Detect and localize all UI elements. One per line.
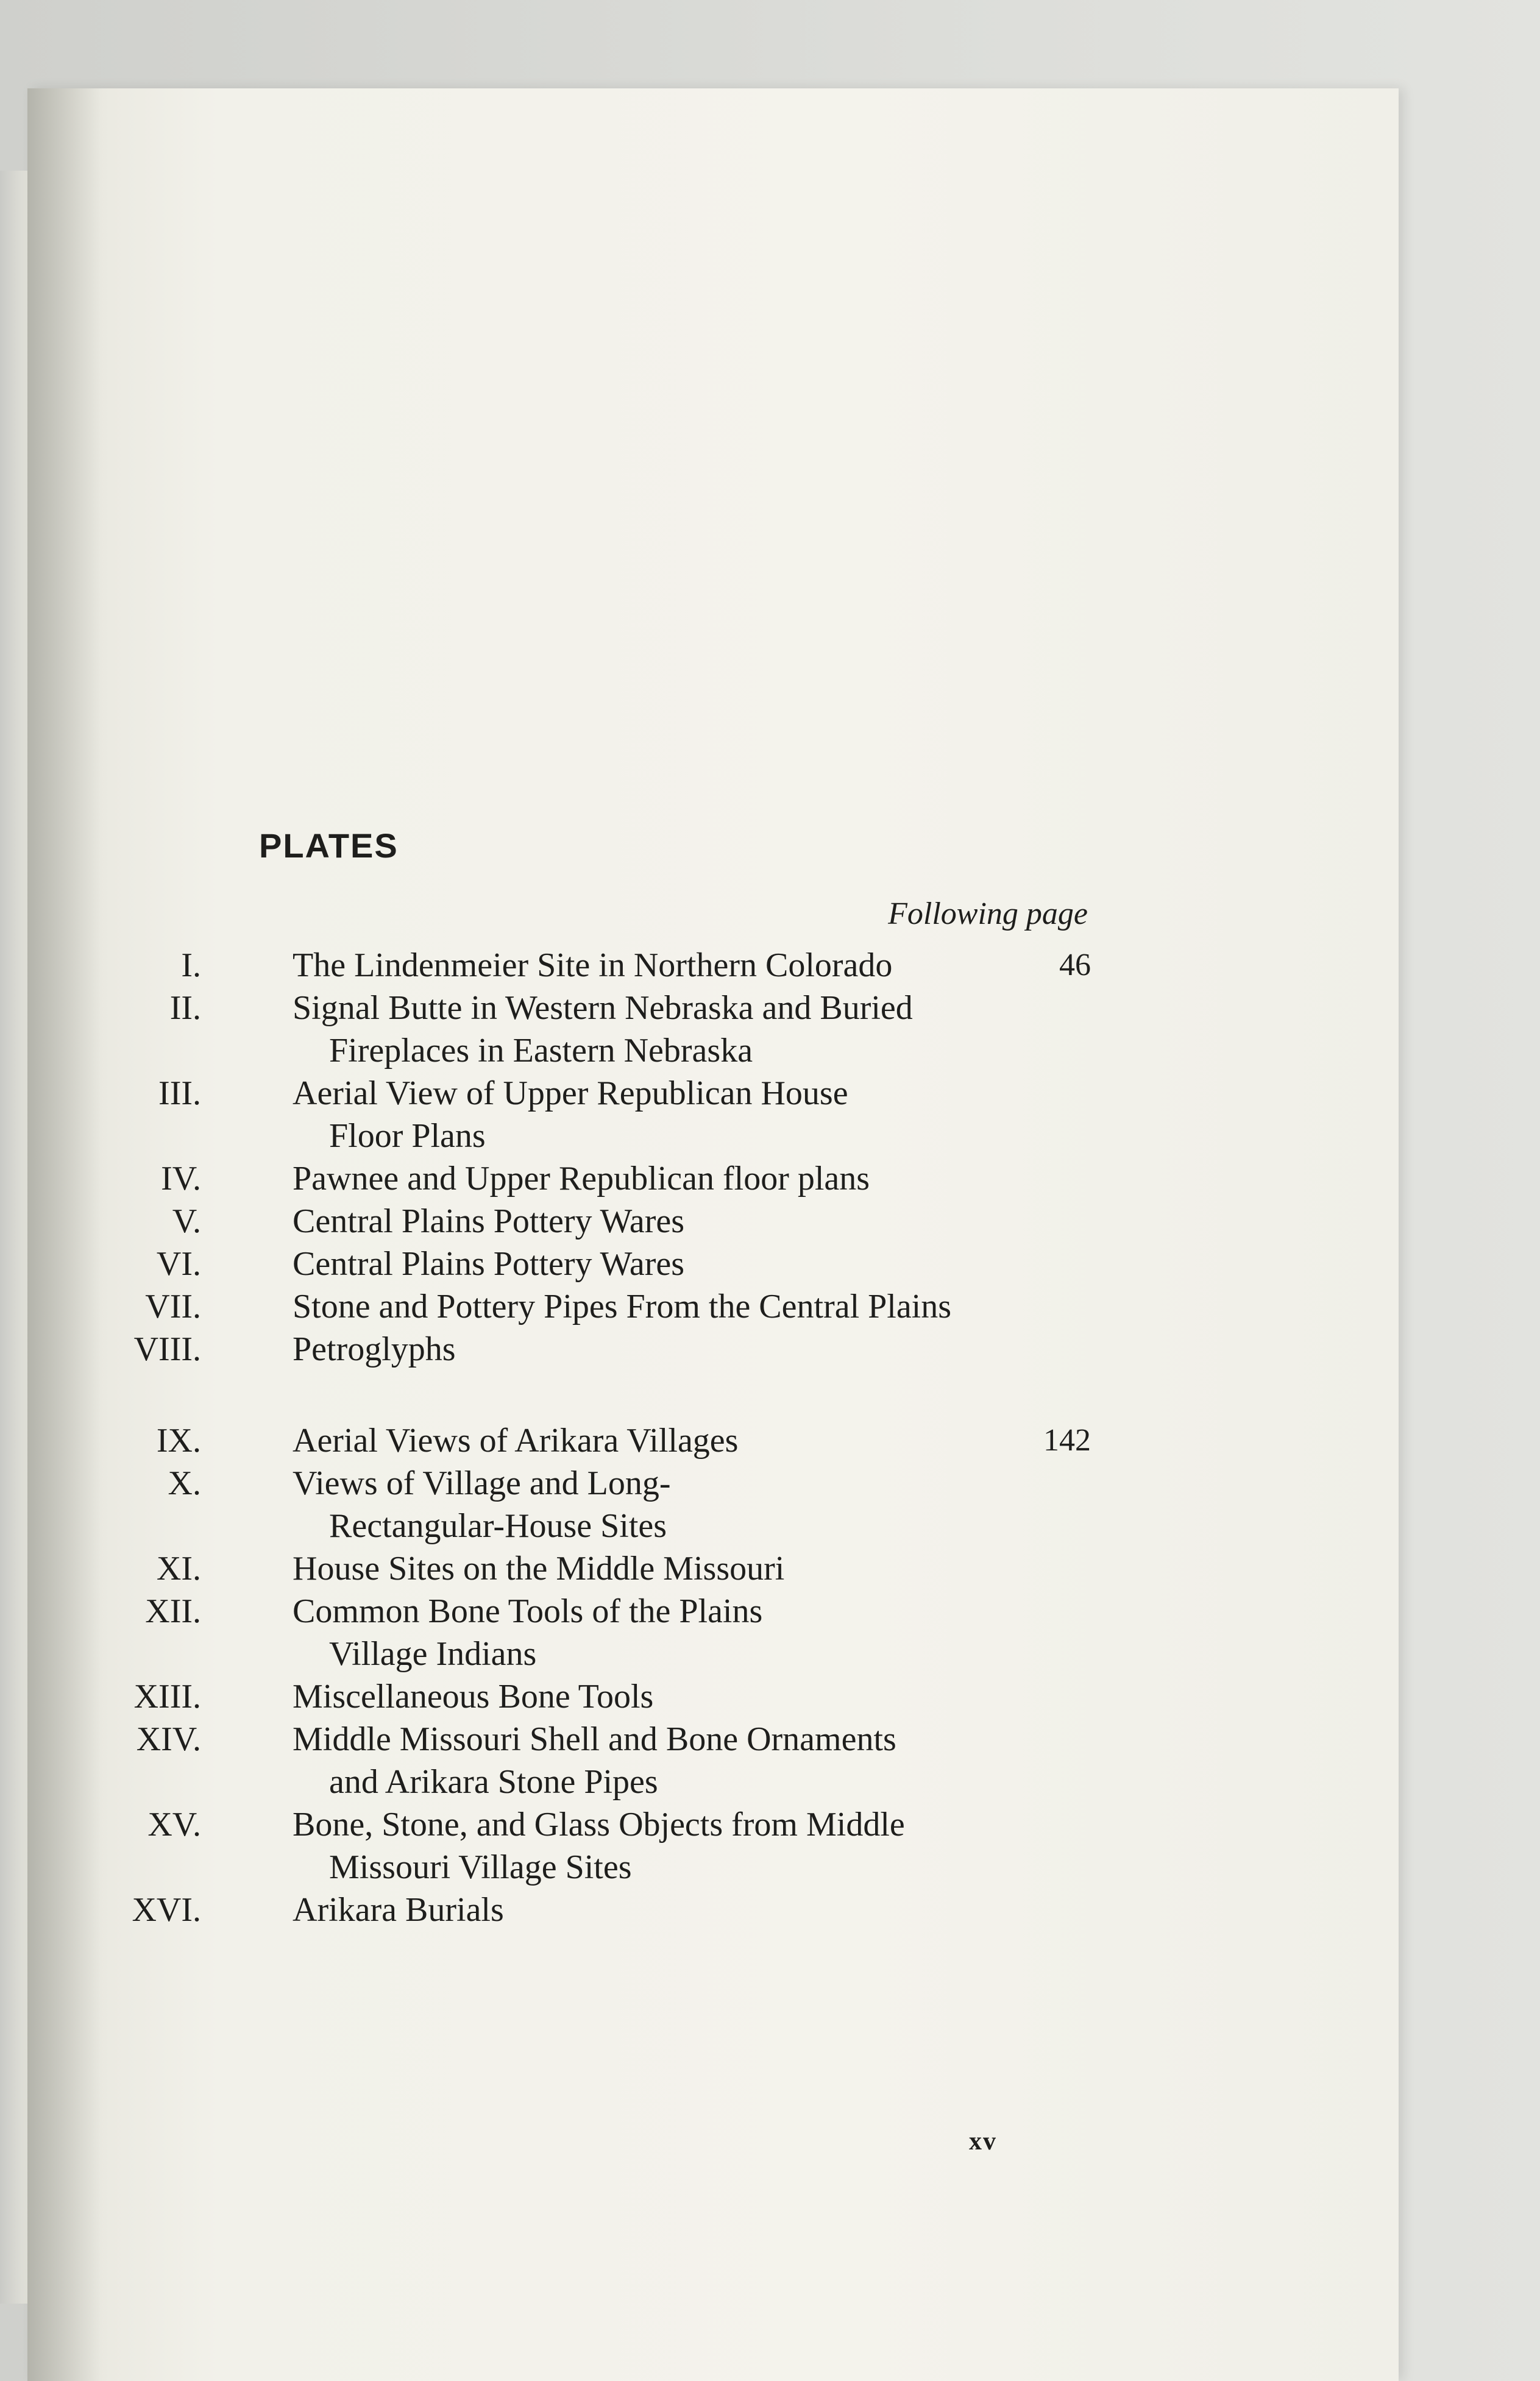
page-reference: 142 [1043,1423,1091,1458]
page-reference: 46 [1059,948,1091,982]
plate-numeral: V. [172,1202,201,1240]
plate-title-continuation: Rectangular-House Sites [329,1507,667,1545]
book-page [27,88,1399,2381]
plate-numeral: III. [158,1074,201,1112]
plate-numeral: XI. [156,1550,201,1588]
plate-numeral: XII. [145,1592,201,1630]
plate-title-continuation: Fireplaces in Eastern Nebraska [329,1032,753,1070]
section-heading: PLATES [259,826,399,865]
plate-title: Petroglyphs [293,1330,456,1368]
plate-numeral: VII. [145,1288,201,1325]
show-through-line [576,289,1124,326]
plate-title: Aerial Views of Arikara Villages [293,1422,739,1460]
plate-title: Common Bone Tools of the Plains [293,1592,763,1630]
plate-numeral: I. [181,946,201,984]
plate-title-continuation: Floor Plans [329,1117,486,1155]
plate-title: Arikara Burials [293,1891,504,1929]
plate-title: Pawnee and Upper Republican floor plans [293,1160,870,1198]
plate-title: House Sites on the Middle Missouri [293,1550,785,1588]
plate-title-continuation: Village Indians [329,1635,537,1673]
spine-shadow [27,88,101,2381]
plate-title: Central Plains Pottery Wares [293,1245,685,1283]
plate-title: Signal Butte in Western Nebraska and Buried [293,989,913,1027]
plate-title: Middle Missouri Shell and Bone Ornaments [293,1720,896,1758]
plate-numeral: XIV. [136,1720,201,1758]
plate-title: Stone and Pottery Pipes From the Central Plains [293,1288,952,1325]
plate-title: Central Plains Pottery Wares [293,1202,685,1240]
plate-numeral: XVI. [132,1891,201,1929]
plate-title: Views of Village and Long- [293,1464,671,1502]
plate-numeral: II. [169,989,201,1027]
plate-numeral: VI. [156,1245,201,1283]
plate-numeral: IV. [161,1160,201,1198]
plate-numeral: XV. [147,1806,201,1843]
plate-numeral: IX. [156,1422,201,1460]
plate-numeral: XIII. [133,1678,201,1716]
plate-numeral: X. [168,1464,201,1502]
plate-title-continuation: Missouri Village Sites [329,1848,632,1886]
plate-title: Miscellaneous Bone Tools [293,1678,654,1716]
plate-title: Aerial View of Upper Republican House [293,1074,848,1112]
plate-title: Bone, Stone, and Glass Objects from Middle [293,1806,905,1843]
plate-title-continuation: and Arikara Stone Pipes [329,1763,658,1801]
page-folio: xv [969,2127,997,2156]
plate-title: The Lindenmeier Site in Northern Colorado [293,946,893,984]
plate-numeral: VIII. [133,1330,201,1368]
following-page-label: Following page [888,896,1088,931]
